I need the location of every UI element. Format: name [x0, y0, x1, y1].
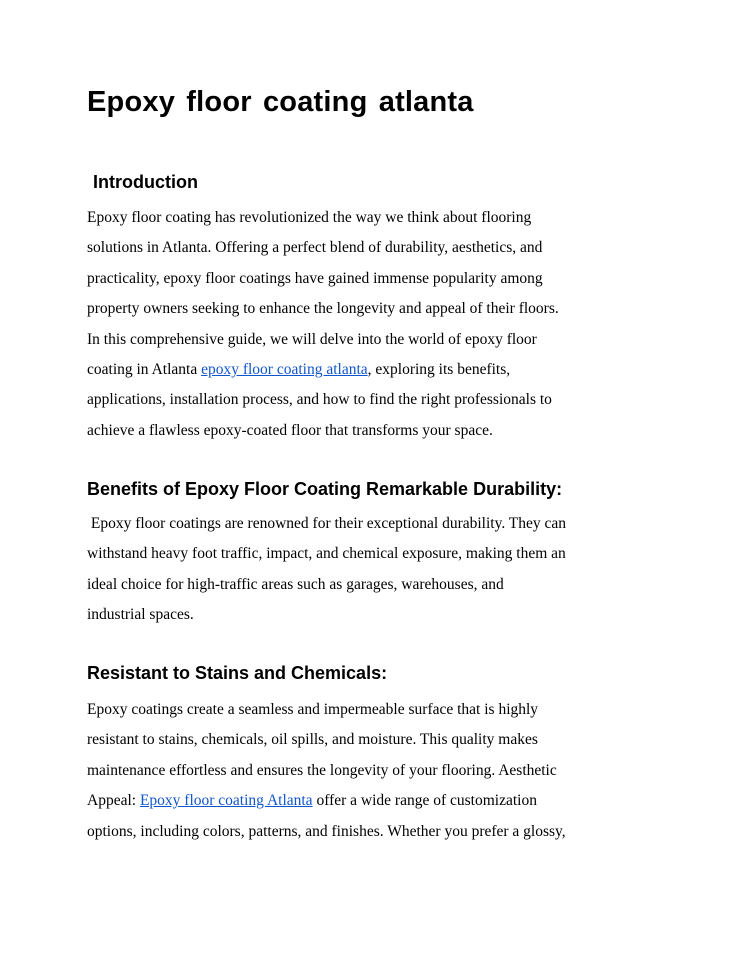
paragraph-resistant	[87, 695, 566, 847]
text-line: withstand heavy foot traffic, impact, and chemical exposure, making them an	[87, 545, 566, 563]
text-fragment: Appeal:	[87, 792, 140, 810]
link-epoxy-floor-coating-atlanta-2[interactable]: Epoxy floor coating Atlanta	[139, 792, 313, 810]
text-line: In this comprehensive guide, we will delve into the world of epoxy floor	[87, 330, 537, 348]
text-line: property owners seeking to enhance the longevity and appeal of their floors.	[87, 300, 559, 318]
text-line: applications, installation process, and how to find the right professionals to	[87, 391, 552, 409]
text-line: practicality, epoxy floor coatings have gained immense popularity among	[87, 269, 543, 287]
text-line: industrial spaces.	[87, 606, 194, 624]
text-line: resistant to stains, chemicals, oil spills, and moisture. This quality makes	[87, 731, 538, 749]
paragraph-introduction	[87, 203, 559, 446]
text-fragment: , exploring its benefits,	[367, 360, 511, 378]
paragraph-benefits	[87, 509, 566, 631]
text-fragment: coating in Atlanta	[87, 360, 202, 378]
heading-resistant: Resistant to Stains and Chemicals:	[87, 663, 388, 683]
text-line: solutions in Atlanta. Offering a perfect blend of durability, aesthetics, and	[87, 239, 543, 257]
text-line: ideal choice for high-traffic areas such as garages, warehouses, and	[87, 575, 504, 593]
text-line: Epoxy coatings create a seamless and impermeable surface that is highly	[87, 701, 539, 718]
text-line: achieve a flawless epoxy-coated floor that transforms your space.	[87, 421, 493, 439]
heading-benefits: Benefits of Epoxy Floor Coating Remarkable Durability:	[87, 479, 563, 499]
heading-introduction: Introduction	[93, 172, 198, 192]
document-title: Epoxy floor coating atlanta	[87, 86, 474, 118]
text-line: maintenance effortless and ensures the longevity of your flooring. Aesthetic	[87, 761, 557, 779]
text-line: Epoxy floor coating has revolutionized the way we think about flooring	[87, 209, 532, 226]
text-line-with-link	[87, 355, 559, 385]
text-line: options, including colors, patterns, and finishes. Whether you prefer a glossy,	[87, 822, 566, 840]
text-line-with-link	[87, 786, 566, 816]
text-fragment: offer a wide range of customization	[312, 792, 537, 810]
text-line: Epoxy floor coatings are renowned for their exceptional durability. They can	[87, 515, 567, 532]
link-epoxy-floor-coating-atlanta[interactable]: epoxy floor coating atlanta	[201, 360, 368, 378]
